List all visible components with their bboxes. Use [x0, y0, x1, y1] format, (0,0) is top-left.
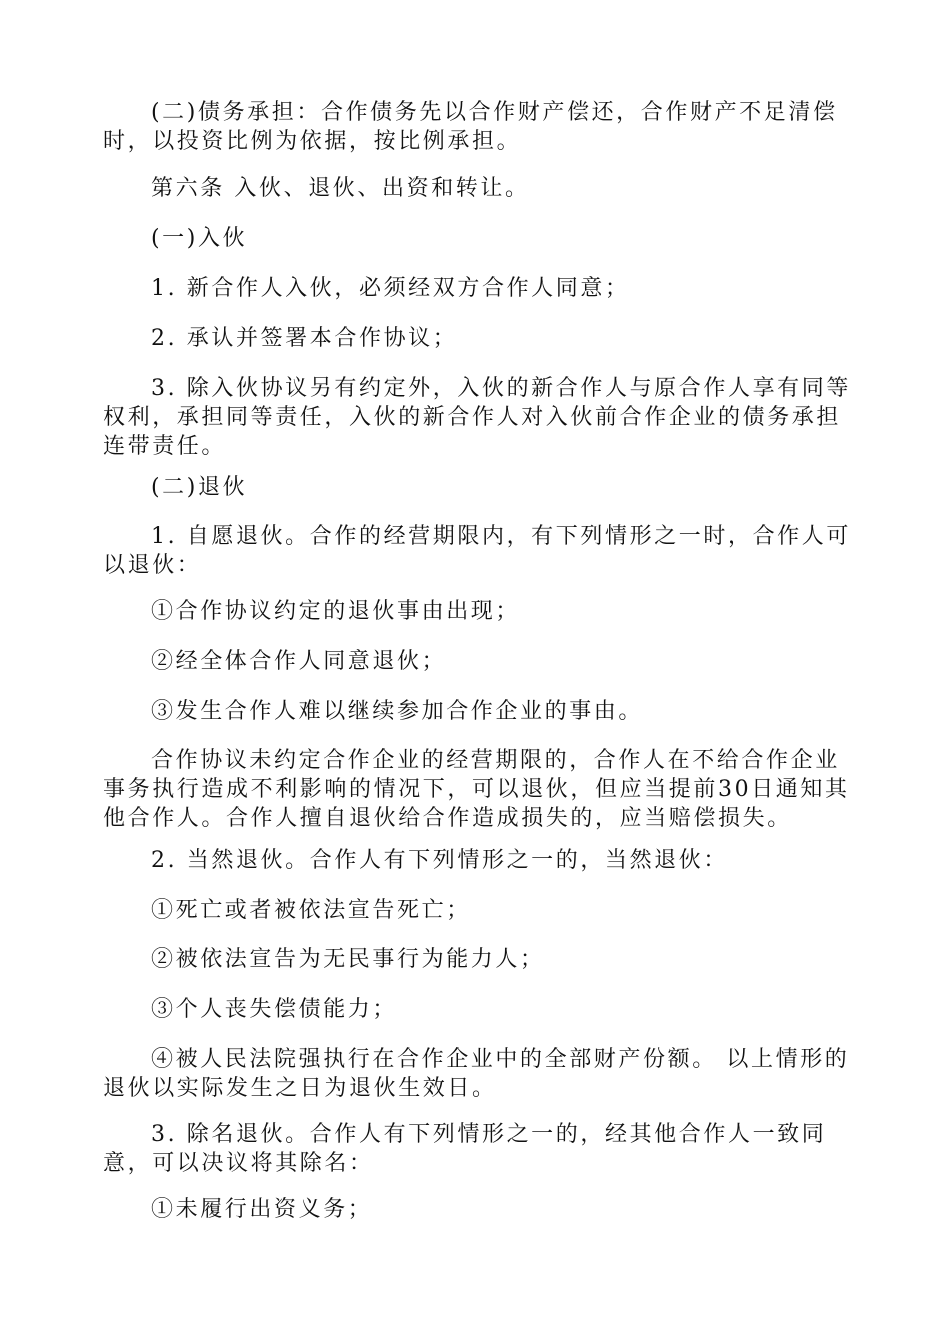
automatic-condition-3: ③个人丧失偿债能力； — [151, 997, 398, 1022]
voluntary-condition-3: ③发生合作人难以继续参加合作企业的事由。 — [151, 699, 644, 724]
voluntary-withdrawal: 1. 自愿退伙。合作的经营期限内，有下列情形之一时，合作人可以退伙： — [103, 524, 851, 578]
section-withdrawal-heading: (二)退伙 — [151, 475, 248, 500]
joining-item-3: 3. 除入伙协议另有约定外，入伙的新合作人与原合作人享有同等权利，承担同等责任，入伙的新合作人对入伙前合作企业的债务承担连带责任。 — [103, 376, 851, 459]
automatic-condition-4: ④被人民法院强执行在合作企业中的全部财产份额。 以上情形的退伙以实际发生之日为退伙生效日。 — [103, 1047, 850, 1101]
joining-item-1: 1. 新合作人入伙，必须经双方合作人同意； — [151, 276, 630, 301]
expulsion-withdrawal: 3. 除名退伙。合作人有下列情形之一的，经其他合作人一致同意，可以决议将其除名： — [103, 1122, 827, 1176]
no-term-withdrawal-paragraph: 合作协议未约定合作企业的经营期限的，合作人在不给合作企业事务执行造成不利影响的情况下，可以退伙，但应当提前30日通知其他合作人。合作人擅自退伙给合作造成损失的，应当赔偿损失。 — [103, 748, 850, 831]
article-six-heading: 第六条 入伙、退伙、出资和转让。 — [151, 176, 530, 201]
automatic-condition-2: ②被依法宣告为无民事行为能力人； — [151, 947, 545, 972]
automatic-condition-1: ①死亡或者被依法宣告死亡； — [151, 898, 471, 923]
paragraph-debt-bearing: (二)债务承担：合作债务先以合作财产偿还，合作财产不足清偿时，以投资比例为依据，按比例承担。 — [103, 100, 838, 154]
joining-item-2: 2. 承认并签署本合作协议； — [151, 326, 458, 351]
voluntary-condition-2: ②经全体合作人同意退伙； — [151, 649, 447, 674]
voluntary-condition-1: ①合作协议约定的退伙事由出现； — [151, 599, 521, 624]
section-joining-heading: (一)入伙 — [151, 226, 248, 251]
automatic-withdrawal: 2. 当然退伙。合作人有下列情形之一的，当然退伙： — [151, 848, 728, 873]
expulsion-condition-1: ①未履行出资义务； — [151, 1197, 373, 1222]
